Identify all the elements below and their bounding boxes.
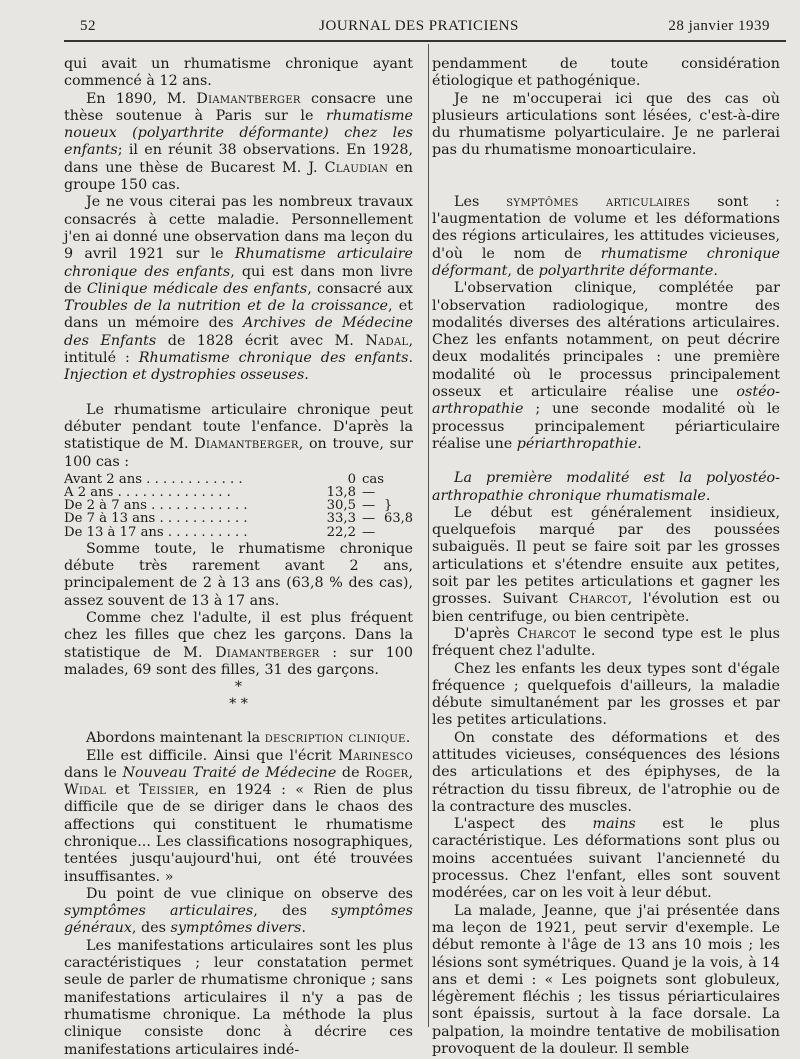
table-row: Avant 2 ans . . . . . . . . . . . . 0 cas xyxy=(64,471,385,487)
paragraph: Chez les enfants les deux types sont d'égale fréquence ; quelquefois d'ailleurs, la maladie débute simultanément par les grosses et par les petites articulations. xyxy=(432,660,780,729)
paragraph: En 1890, M. Diamantberger consacre une thèse soutenue à Paris sur le rhumatisme noueux (polyarthrite déformante) chez les enfants; il en réunit 38 observations. En 1928, dans une thèse de Bucarest M. J. Claudian en groupe 150 cas. xyxy=(64,90,414,194)
paragraph: Le rhumatisme articulaire chronique peut débuter pendant toute l'enfance. D'après la statistique de M. Diamantberger, on trouve, sur 100 cas : xyxy=(64,401,413,470)
paragraph: Je ne m'occuperai ici que des cas où plusieurs articulations sont lésées, c'est-à-dire du rhumatisme polyarticulaire. Je ne parlerai pas du rhumatisme monoarticulaire. xyxy=(432,90,780,159)
paragraph: pendamment de toute considération étiologique et pathogénique. xyxy=(432,56,780,90)
issue-date: 28 janvier 1939 xyxy=(668,18,770,34)
left-column xyxy=(64,56,413,1059)
paragraph: La malade, Jeanne, que j'ai présentée dans ma leçon de 1921, peut servir d'exemple. Le début remonte à l'âge de 13 ans 10 mois ; les lésions sont symétriques. Quand je la vois, à 14 ans et demi : « Les poignets sont globuleux, légèrement fléchis ; les tissus périarticulaires sont épaissis, surtout à la face dorsale. La palpation, la moindre tentative de mobilisation provoquent de la douleur. Il semble xyxy=(432,902,780,1058)
paragraph: L'observation clinique, complétée par l'observation radiologique, montre des modalités diverses des altérations articulaires. Chez les enfants notamment, on peut décrire deux modalités principales : une première modalité où le processus principalement osseux et articulaire réalise une ostéo-arthropathie ; une seconde modalité où le processus principalement périarticulaire réalise une périarthropathie. xyxy=(432,280,780,452)
page-number: 52 xyxy=(80,18,96,34)
paragraph: Comme chez l'adulte, il est plus fréquent chez les filles que chez les garçons. Dans la statistique de M. Diamantberger : sur 100 malades, 69 sont des filles, 31 des garçons. xyxy=(64,610,413,678)
group-total: } 63,8 xyxy=(384,498,413,527)
section-separator: * * * xyxy=(229,679,248,713)
paragraph: Le début est généralement insidieux, quelquefois marqué par des poussées subaiguës. Il peut se faire soit par les grosses articulations et s'étendre ensuite aux petites, soit par les petites articulations et gagner les grosses. Suivant Charcot, l'évolution est ou bien centrifuge, ou bien centripète. xyxy=(432,504,780,625)
table-row: De 2 à 7 ans . . . . . . . . . . . . 30,5 — } 63,8 xyxy=(64,498,413,527)
journal-title: JOURNAL DES PRATICIENS xyxy=(319,18,519,34)
paragraph: L'aspect des mains est le plus caractéristique. Les déformations sont plus ou moins accentuées suivant l'ancienneté du processus. Chez l'enfant, elles sont souvent modérées, car on les voit à leur début. xyxy=(432,816,780,902)
section-heading: La première modalité est la polyostéo-arthropathie chronique rhumatismale. xyxy=(432,470,780,504)
paragraph: Les symptômes articulaires sont : l'augmentation de volume et les déformations des régions articulaires, les attitudes vicieuses, d'où le nom de rhumatisme chronique déformant, de polyarthrite déformante. xyxy=(432,193,780,279)
table-row: De 7 à 13 ans . . . . . . . . . . . 33,3 — xyxy=(64,511,376,527)
page-header xyxy=(62,14,776,38)
paragraph: Les manifestations articulaires sont les plus caractéristiques ; leur constatation permet seule de parler de rhumatisme chronique ; sans manifestations articulaires il n'y a pas de rhumatisme chronique. La méthode la plus clinique consiste donc à décrire ces manifestations articulaires indé- xyxy=(64,937,413,1058)
table-row: De 13 à 17 ans . . . . . . . . . . 22,2 — xyxy=(64,524,376,540)
paragraph: On constate des déformations et des attitudes vicieuses, conséquences des lésions des articulations et des épiphyses, de la rétraction du tissu fibreux, de l'atrophie ou de la contracture des muscles. xyxy=(432,729,780,815)
paragraph: Je ne vous citerai pas les nombreux travaux consacrés à cette maladie. Personnellement j'en ai donné une observation dans ma leçon du 9 avril 1921 sur le Rhumatisme articulaire chronique des enfants, qui est dans mon livre de Clinique médicale des enfants, consacré aux Troubles de la nutrition et de la croissance, et dans un mémoire des Archives de Médecine des Enfants de 1828 écrit avec M. Nadal, intitulé : Rhumatisme chronique des enfants. Injection et dystrophies osseuses. xyxy=(64,194,414,384)
paragraph: Du point de vue clinique on observe des symptômes articulaires, des symptômes généraux, des symptômes divers. xyxy=(64,885,413,937)
paragraph: qui avait un rhumatisme chronique ayant commencé à 12 ans. xyxy=(64,56,413,90)
right-column xyxy=(432,56,780,1058)
age-statistics-table xyxy=(64,473,413,539)
column-divider xyxy=(428,44,429,1027)
paragraph: Elle est difficile. Ainsi que l'écrit Marinesco dans le Nouveau Traité de Médecine de Roger, Widal et Teissier, en 1924 : « Rien de plus difficile que de se diriger dans le chaos des affections qui constituent le rhumatisme chronique... Les classifications nosographiques, tentées jusqu'aujourd'hui, ont été trouvées insuffisantes. » xyxy=(64,747,413,885)
paragraph: Somme toute, le rhumatisme chronique débute très rarement avant 2 ans, principalement de 2 à 13 ans (63,8 % des cas), assez souvent de 13 à 17 ans. xyxy=(64,540,413,609)
header-rule xyxy=(64,40,786,42)
paragraph: Abordons maintenant la description clinique. xyxy=(86,730,411,747)
table-row: A 2 ans . . . . . . . . . . . . . . 13,8 — xyxy=(64,485,376,501)
paragraph: D'après Charcot le second type est le plus fréquent chez l'adulte. xyxy=(432,625,780,660)
